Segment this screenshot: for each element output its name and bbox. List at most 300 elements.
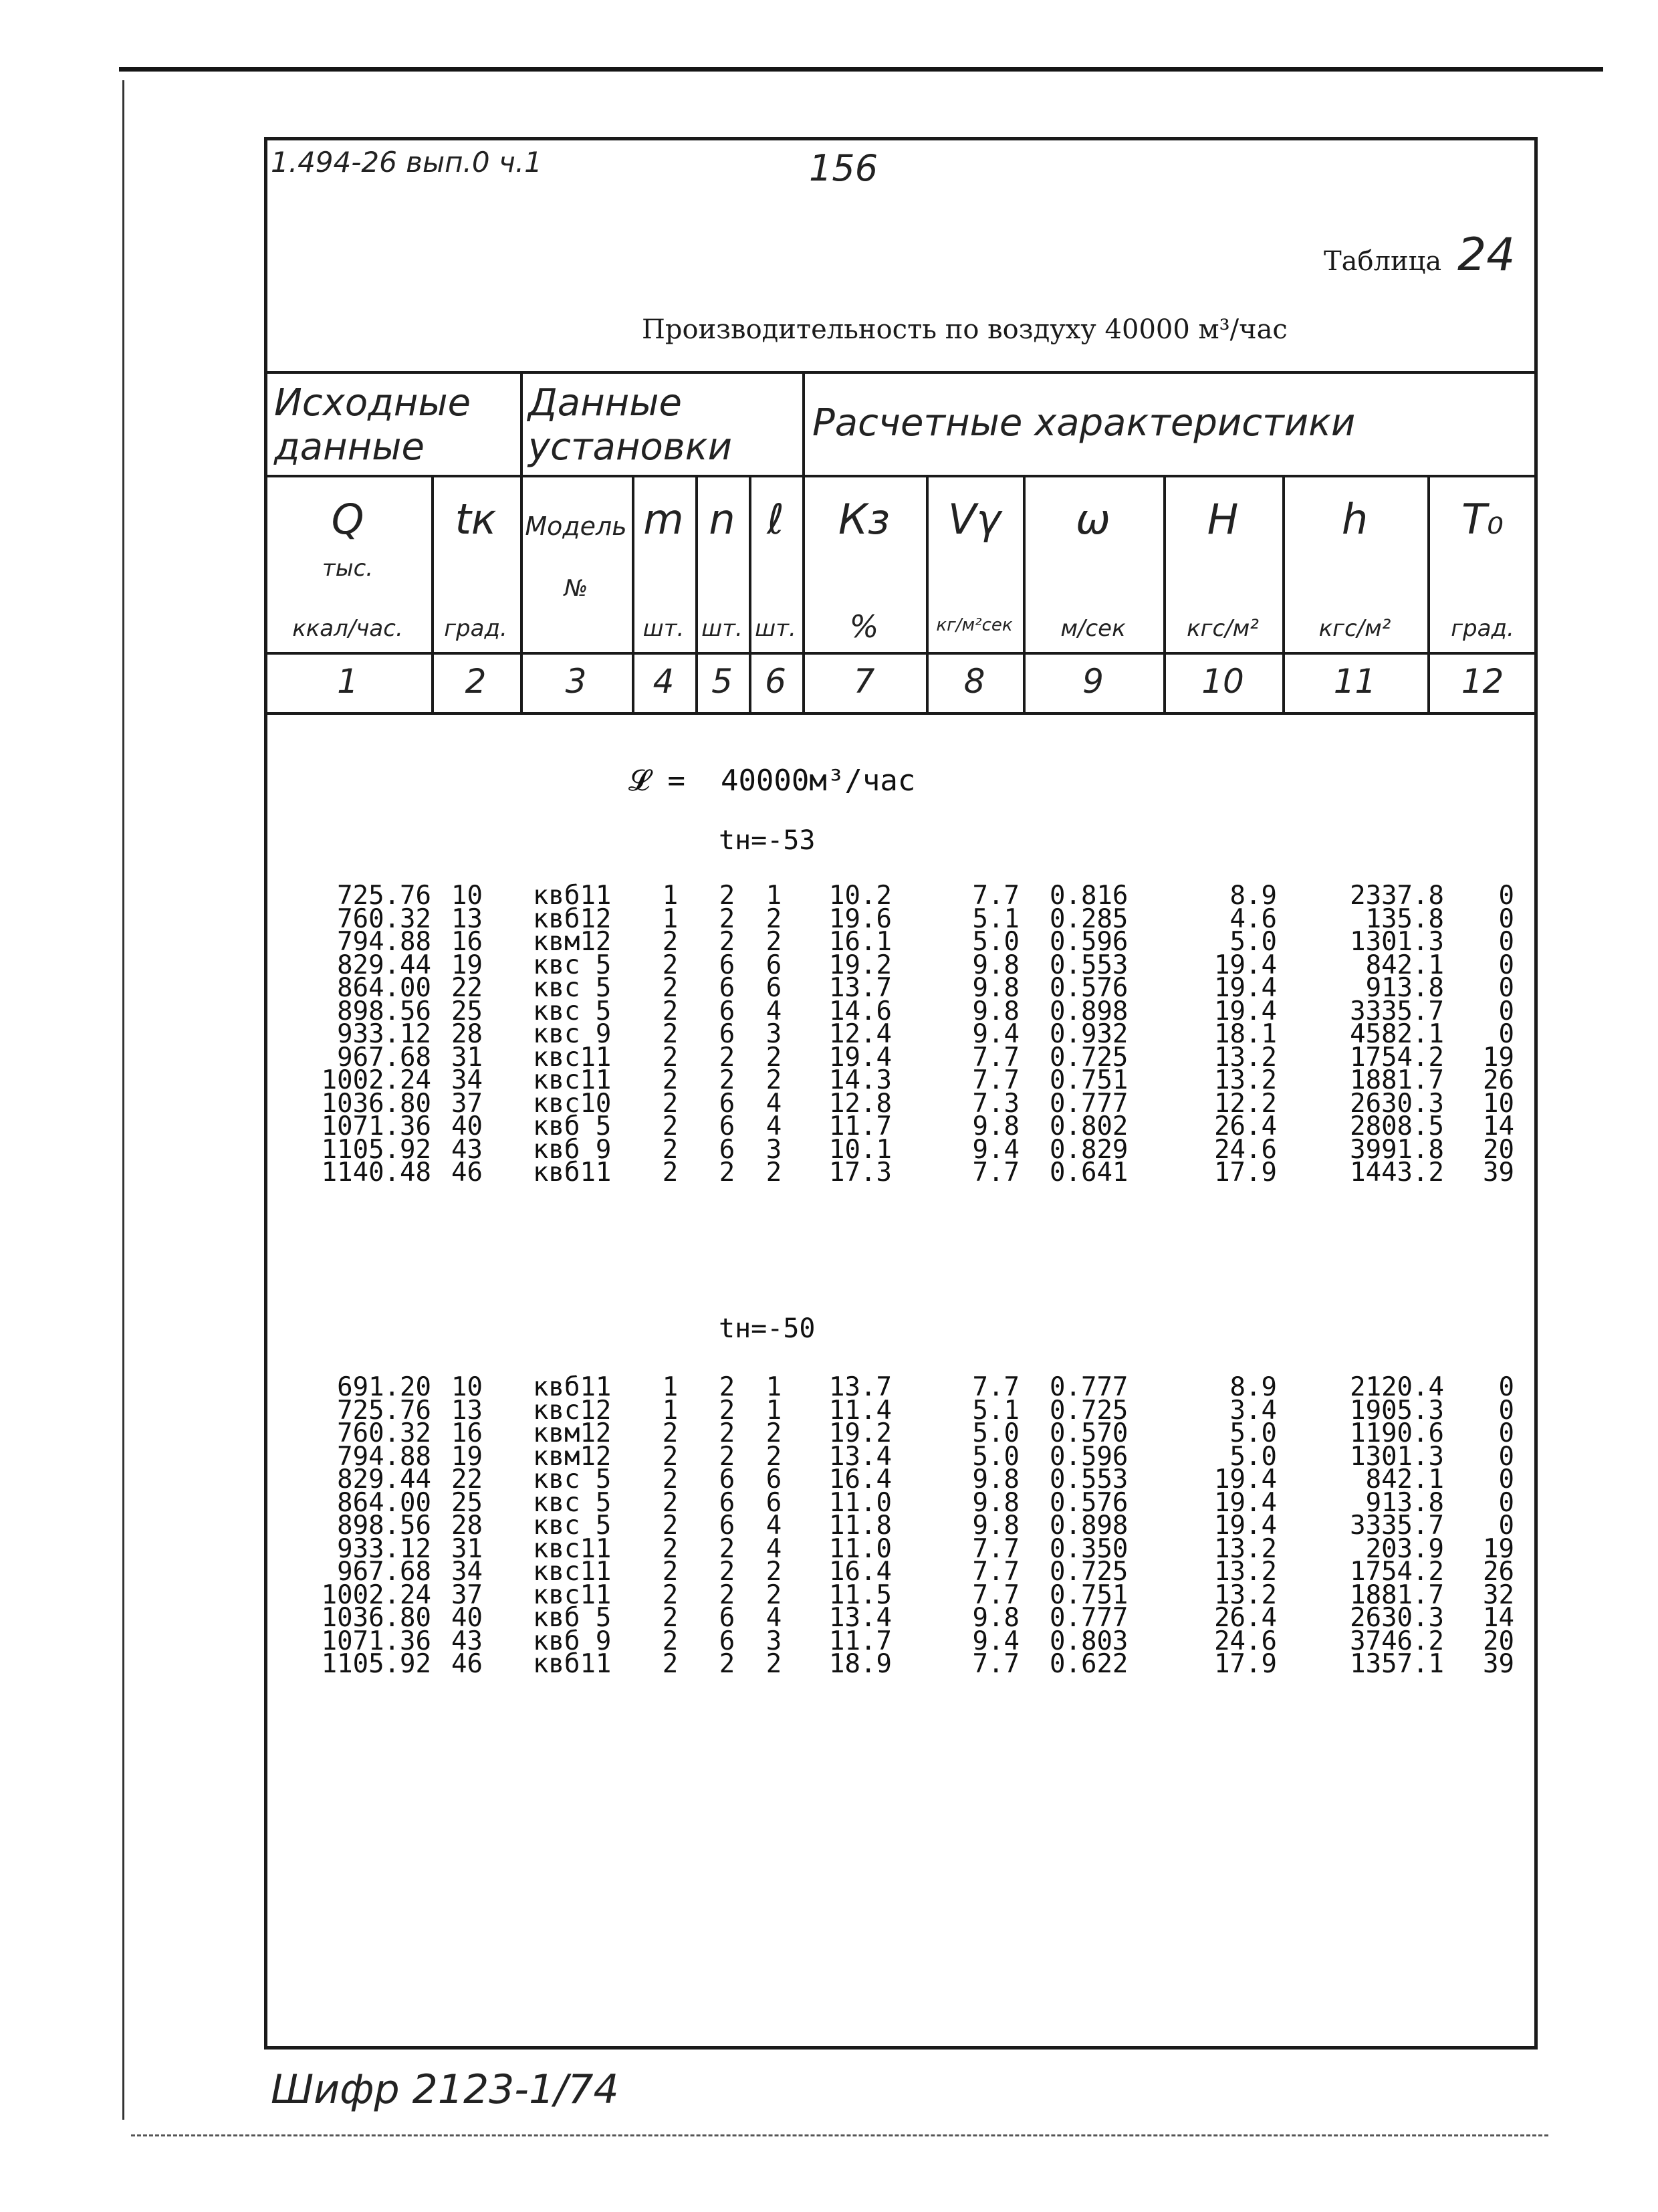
table-cell: 0	[1498, 1464, 1514, 1495]
table-cell: 1	[662, 881, 679, 911]
table-cell: 1905.3	[1350, 1395, 1444, 1426]
table-cell: 2	[765, 1157, 782, 1188]
table-cell: 11.4	[829, 1395, 892, 1426]
table-cell: 5.0	[972, 1441, 1020, 1472]
table-cell: 0	[1498, 1395, 1514, 1426]
col-1-unit: ккал/час.	[292, 615, 403, 642]
col-11-unit: кгс/м²	[1318, 615, 1391, 642]
table-cell: 1105.92	[321, 1649, 431, 1679]
table-cell: 2	[662, 1042, 679, 1073]
table-cell: 11.7	[829, 1626, 892, 1656]
table-cell: 6	[765, 1464, 782, 1495]
table-cell: квс11	[533, 1042, 612, 1073]
table-cell: 16.4	[829, 1557, 892, 1587]
table-cell: 2	[765, 1042, 782, 1073]
table-cell: 0	[1498, 881, 1514, 911]
table-cell: 43	[451, 1134, 483, 1165]
table-cell: 9.4	[972, 1019, 1020, 1049]
table-cell: 6	[719, 1134, 735, 1165]
table-cell: 4	[765, 1533, 782, 1564]
table-cell: 14	[1483, 1603, 1514, 1633]
table-cell: 22	[451, 1464, 483, 1495]
table-cell: 2	[719, 1418, 735, 1448]
table-cell: 20	[1483, 1134, 1514, 1165]
table-cell: 18.1	[1214, 1019, 1277, 1049]
table-cell: 1002.24	[321, 1579, 431, 1610]
table-cell: 0.553	[1050, 950, 1129, 980]
table-cell: 4	[765, 1511, 782, 1541]
table-cell: 2630.3	[1350, 1603, 1444, 1633]
table-cell: 725.76	[337, 1395, 431, 1426]
table-cell: 0	[1498, 1418, 1514, 1448]
table-cell: 1443.2	[1350, 1157, 1444, 1188]
col-6-unit: шт.	[755, 615, 796, 642]
col-12-symbol: Т₀	[1461, 495, 1504, 544]
table-cell: 2	[662, 1626, 679, 1656]
col-4-index: 4	[653, 662, 675, 701]
table-cell: 6	[719, 1603, 735, 1633]
table-cell: 2	[765, 1418, 782, 1448]
table-cell: 16	[451, 927, 483, 957]
table-cell: 760.32	[337, 903, 431, 934]
table-cell: 46	[451, 1649, 483, 1679]
table-label: Таблица	[1324, 246, 1442, 277]
table-cell: 933.12	[337, 1533, 431, 1564]
table-cell: 10	[451, 881, 483, 911]
table-cell: квм12	[533, 1418, 612, 1448]
table-cell: 794.88	[337, 1441, 431, 1472]
table-cell: 17.3	[829, 1157, 892, 1188]
table-cell: 13.4	[829, 1603, 892, 1633]
table-cell: квб 5	[533, 1603, 612, 1633]
table-cell: 1301.3	[1350, 1441, 1444, 1472]
table-cell: 933.12	[337, 1019, 431, 1049]
table-cell: 2	[719, 1065, 735, 1095]
table-cell: 1301.3	[1350, 927, 1444, 957]
table-cell: 898.56	[337, 996, 431, 1026]
table-cell: 9.8	[972, 996, 1020, 1026]
table-cell: 2	[662, 1533, 679, 1564]
table-cell: 13.2	[1214, 1557, 1277, 1587]
col-7-unit: %	[849, 609, 879, 645]
table-cell: 19.4	[1214, 1511, 1277, 1541]
table-cell: 0.576	[1050, 973, 1129, 1003]
table-cell: 913.8	[1365, 1487, 1444, 1518]
table-cell: 2	[662, 1157, 679, 1188]
table-cell: 2	[662, 973, 679, 1003]
table-cell: 967.68	[337, 1042, 431, 1073]
table-cell: квс 5	[533, 1464, 612, 1495]
table-cell: 864.00	[337, 973, 431, 1003]
table-cell: квс 5	[533, 973, 612, 1003]
table-cell: квс 9	[533, 1019, 612, 1049]
table-cell: 2	[765, 903, 782, 934]
table-cell: квб 9	[533, 1626, 612, 1656]
table-cell: 1	[662, 1395, 679, 1426]
table-cell: 0	[1498, 1441, 1514, 1472]
document-reference: 1.494-26 вып.0 ч.1	[271, 146, 542, 179]
table-cell: 9.4	[972, 1134, 1020, 1165]
column-headers	[264, 475, 1538, 712]
table-cell: 0.596	[1050, 927, 1129, 957]
table-cell: 2	[662, 927, 679, 957]
table-cell: 26.4	[1214, 1111, 1277, 1141]
table-cell: 2	[719, 881, 735, 911]
table-cell: 203.9	[1365, 1533, 1444, 1564]
table-cell: 14.6	[829, 996, 892, 1026]
table-cell: 9.8	[972, 1111, 1020, 1141]
table-cell: 16.1	[829, 927, 892, 957]
table-cell: 24.6	[1214, 1626, 1277, 1656]
table-cell: 0	[1498, 973, 1514, 1003]
table-cell: 2	[662, 1065, 679, 1095]
table-cell: 0	[1498, 996, 1514, 1026]
col-9-index: 9	[1082, 662, 1104, 701]
table-cell: 12.2	[1214, 1088, 1277, 1119]
col-8-index: 8	[963, 662, 985, 701]
table-cell: 0.802	[1050, 1111, 1129, 1141]
table-cell: квс 5	[533, 1487, 612, 1518]
table-cell: 1036.80	[321, 1603, 431, 1633]
col-4-unit: шт.	[642, 615, 685, 642]
bottom-rule	[131, 2134, 1548, 2138]
col-3-sub: №	[564, 575, 588, 602]
table-cell: 13	[451, 1395, 483, 1426]
table-cell: 11.0	[829, 1487, 892, 1518]
table-cell: 864.00	[337, 1487, 431, 1518]
table-cell: 0	[1498, 1487, 1514, 1518]
col-9-unit: м/сек	[1060, 615, 1126, 642]
col-2-unit: град.	[444, 615, 507, 642]
table-cell: квс11	[533, 1557, 612, 1587]
table-cell: 2	[662, 1441, 679, 1472]
table-cell: квс11	[533, 1579, 612, 1610]
table-cell: 6	[719, 950, 735, 980]
table-cell: 794.88	[337, 927, 431, 957]
table-cell: 2	[719, 1395, 735, 1426]
table-cell: 6	[719, 1626, 735, 1656]
table-cell: 6	[765, 1487, 782, 1518]
table-cell: квб11	[533, 1157, 612, 1188]
table-cell: 913.8	[1365, 973, 1444, 1003]
table-cell: 2	[765, 1649, 782, 1679]
table-cell: 13.2	[1214, 1533, 1277, 1564]
table-cell: квс11	[533, 1065, 612, 1095]
col-6-symbol: ℓ	[767, 495, 784, 544]
col-1-index: 1	[337, 662, 358, 701]
table-cell: 8.9	[1229, 1372, 1277, 1402]
table-cell: 10	[1483, 1088, 1514, 1119]
table-cell: 6	[765, 950, 782, 980]
table-cell: 4582.1	[1350, 1019, 1444, 1049]
table-cell: 1	[765, 1372, 782, 1402]
col-3-symbol: Модель	[525, 512, 627, 541]
table-cell: 4	[765, 1088, 782, 1119]
table-cell: 0.725	[1050, 1042, 1129, 1073]
table-cell: 9.8	[972, 950, 1020, 980]
table-cell: квб 5	[533, 1111, 612, 1141]
table-cell: 4.6	[1229, 903, 1277, 934]
table-cell: 0.777	[1050, 1603, 1129, 1633]
table-cell: 2808.5	[1350, 1111, 1444, 1141]
table-cell: 9.8	[972, 1511, 1020, 1541]
table-cell: 1036.80	[321, 1088, 431, 1119]
col-1-symbol: Q	[331, 495, 364, 544]
table-cell: 1190.6	[1350, 1418, 1444, 1448]
section-label: tн=-50	[719, 1313, 816, 1344]
table-cell: 2	[719, 1441, 735, 1472]
table-cell: квб11	[533, 881, 612, 911]
table-cell: 40	[451, 1603, 483, 1633]
table-cell: 1	[765, 1395, 782, 1426]
table-cell: 7.7	[972, 1579, 1020, 1610]
table-cell: 24.6	[1214, 1134, 1277, 1165]
table-cell: 2	[662, 1579, 679, 1610]
table-cell: 5.0	[1229, 1418, 1277, 1448]
table-cell: 19.6	[829, 903, 892, 934]
table-cell: 2	[662, 950, 679, 980]
table-cell: 5.1	[972, 903, 1020, 934]
table-cell: 2	[719, 927, 735, 957]
table-cell: 9.4	[972, 1626, 1020, 1656]
table-cell: 0.816	[1050, 881, 1129, 911]
table-cell: 43	[451, 1626, 483, 1656]
table-cell: 5.1	[972, 1395, 1020, 1426]
table-cell: квс10	[533, 1088, 612, 1119]
table-cell: 6	[719, 1019, 735, 1049]
table-cell: квс12	[533, 1395, 612, 1426]
table-cell: 2	[719, 1579, 735, 1610]
table-cell: 26	[1483, 1557, 1514, 1587]
table-cell: 34	[451, 1557, 483, 1587]
table-cell: 1881.7	[1350, 1065, 1444, 1095]
table-cell: 1105.92	[321, 1134, 431, 1165]
top-rule	[119, 67, 1603, 72]
table-cell: 7.7	[972, 1649, 1020, 1679]
col-5-unit: шт.	[701, 615, 743, 642]
table-cell: 0	[1498, 1511, 1514, 1541]
col-7-symbol: Кз	[838, 495, 890, 544]
table-cell: 13.7	[829, 973, 892, 1003]
table-cell: 0.751	[1050, 1065, 1129, 1095]
table-cell: 19.2	[829, 950, 892, 980]
table-cell: 7.7	[972, 1557, 1020, 1587]
col-2-symbol: tк	[455, 495, 497, 544]
table-cell: 4	[765, 1111, 782, 1141]
table-cell: 1754.2	[1350, 1042, 1444, 1073]
table-cell: 0	[1498, 950, 1514, 980]
table-cell: 1357.1	[1350, 1649, 1444, 1679]
table-cell: 6	[719, 1464, 735, 1495]
table-cell: 17.9	[1214, 1157, 1277, 1188]
table-cell: 14.3	[829, 1065, 892, 1095]
table-cell: 0.777	[1050, 1088, 1129, 1119]
table-cell: 1	[662, 903, 679, 934]
table-cell: 0.725	[1050, 1395, 1129, 1426]
table-cell: 17.9	[1214, 1649, 1277, 1679]
table-cell: 25	[451, 996, 483, 1026]
table-number: 24	[1457, 229, 1516, 282]
table-cell: 10	[451, 1372, 483, 1402]
table-cell: 829.44	[337, 950, 431, 980]
table-cell: 37	[451, 1579, 483, 1610]
table-cell: 2	[662, 1603, 679, 1633]
table-cell: 0.898	[1050, 1511, 1129, 1541]
table-cell: 0.285	[1050, 903, 1129, 934]
table-cell: 28	[451, 1019, 483, 1049]
table-cell: 1754.2	[1350, 1557, 1444, 1587]
table-cell: 7.7	[972, 1372, 1020, 1402]
table-cell: 2	[662, 1019, 679, 1049]
table-cell: 9.8	[972, 973, 1020, 1003]
table-cell: 19.4	[1214, 1487, 1277, 1518]
table-cell: 0.829	[1050, 1134, 1129, 1165]
table-cell: 3	[765, 1134, 782, 1165]
table-cell: 12.8	[829, 1088, 892, 1119]
table-cell: 39	[1483, 1157, 1514, 1188]
col-8-unit: кг/м²сек	[936, 615, 1013, 635]
table-cell: 0.350	[1050, 1533, 1129, 1564]
table-cell: 6	[719, 1487, 735, 1518]
table-cell: 13.4	[829, 1441, 892, 1472]
table-cell: 1140.48	[321, 1157, 431, 1188]
table-cell: 19.4	[1214, 950, 1277, 980]
table-cell: 20	[1483, 1626, 1514, 1656]
table-cell: 0.751	[1050, 1579, 1129, 1610]
table-caption: Производительность по воздуху 40000 м³/час	[642, 314, 1288, 345]
table-cell: 19.4	[1214, 1464, 1277, 1495]
table-cell: 19	[1483, 1042, 1514, 1073]
table-cell: 7.7	[972, 1533, 1020, 1564]
table-cell: 31	[451, 1042, 483, 1073]
table-cell: 2	[662, 1649, 679, 1679]
table-cell: 0	[1498, 1019, 1514, 1049]
table-cell: 2	[662, 1134, 679, 1165]
table-cell: 25	[451, 1487, 483, 1518]
table-cell: 3	[765, 1626, 782, 1656]
table-cell: 5.0	[972, 1418, 1020, 1448]
table-cell: квс 5	[533, 996, 612, 1026]
table-cell: 26	[1483, 1065, 1514, 1095]
table-cell: 9.8	[972, 1603, 1020, 1633]
page-number: 156	[809, 147, 878, 189]
table-cell: 0.596	[1050, 1441, 1129, 1472]
table-cell: 2	[765, 1579, 782, 1610]
table-cell: 2120.4	[1350, 1372, 1444, 1402]
table-cell: 7.7	[972, 881, 1020, 911]
table-cell: 16	[451, 1418, 483, 1448]
table-cell: квб11	[533, 1372, 612, 1402]
table-cell: 3335.7	[1350, 1511, 1444, 1541]
table-cell: 0	[1498, 903, 1514, 934]
table-cell: 898.56	[337, 1511, 431, 1541]
table-cell: 0.725	[1050, 1557, 1129, 1587]
table-cell: 1881.7	[1350, 1579, 1444, 1610]
table-cell: 6	[719, 1511, 735, 1541]
table-cell: 39	[1483, 1649, 1514, 1679]
table-cell: 19.4	[1214, 996, 1277, 1026]
table-cell: 0.553	[1050, 1464, 1129, 1495]
table-cell: 19	[1483, 1533, 1514, 1564]
table-cell: 5.0	[1229, 927, 1277, 957]
table-cell: 2	[765, 1557, 782, 1587]
table-row	[264, 1157, 1538, 1188]
table-cell: 9.8	[972, 1487, 1020, 1518]
table-cell: 3	[765, 1019, 782, 1049]
table-cell: 2	[662, 1557, 679, 1587]
table-cell: 2630.3	[1350, 1088, 1444, 1119]
table-cell: 5.0	[1229, 1441, 1277, 1472]
table-cell: 6	[719, 996, 735, 1026]
table-cell: 2	[719, 1557, 735, 1587]
table-cell: 13.2	[1214, 1065, 1277, 1095]
table-cell: 6	[719, 1088, 735, 1119]
table-cell: 0.777	[1050, 1372, 1129, 1402]
table-cell: 2	[719, 1649, 735, 1679]
col-2-index: 2	[465, 662, 487, 701]
table-cell: 11.5	[829, 1579, 892, 1610]
table-cell: 1	[765, 881, 782, 911]
table-cell: 37	[451, 1088, 483, 1119]
table-cell: 19.2	[829, 1418, 892, 1448]
table-cell: 3991.8	[1350, 1134, 1444, 1165]
col-12-unit: град.	[1451, 615, 1514, 642]
table-cell: 6	[719, 1111, 735, 1141]
col-10-index: 10	[1201, 662, 1244, 701]
table-cell: 7.3	[972, 1088, 1020, 1119]
table-cell: 34	[451, 1065, 483, 1095]
group-calculated: Расчетные характеристики	[812, 401, 1356, 445]
table-cell: 967.68	[337, 1557, 431, 1587]
table-cell: 3.4	[1229, 1395, 1277, 1426]
col-10-unit: кгс/м²	[1187, 615, 1259, 642]
table-cell: 842.1	[1365, 1464, 1444, 1495]
table-cell: 0.932	[1050, 1019, 1129, 1049]
header-top-line	[264, 371, 1538, 374]
table-cell: 10.2	[829, 881, 892, 911]
table-cell: 19.4	[829, 1042, 892, 1073]
table-cell: 0	[1498, 927, 1514, 957]
table-cell: 6	[765, 973, 782, 1003]
table-cell: 2	[719, 903, 735, 934]
table-cell: 0.570	[1050, 1418, 1129, 1448]
table-cell: 1002.24	[321, 1065, 431, 1095]
table-cell: квс 5	[533, 1511, 612, 1541]
table-cell: 7.7	[972, 1042, 1020, 1073]
table-cell: 22	[451, 973, 483, 1003]
table-cell: 13.2	[1214, 1042, 1277, 1073]
table-cell: 6	[719, 973, 735, 1003]
table-cell: 2	[765, 1065, 782, 1095]
table-cell: 4	[765, 1603, 782, 1633]
col-11-index: 11	[1333, 662, 1377, 701]
table-cell: 2	[662, 1088, 679, 1119]
col-8-symbol: Vγ	[947, 495, 1001, 544]
table-cell: квб 9	[533, 1134, 612, 1165]
table-cell: квм12	[533, 927, 612, 957]
table-cell: 0.641	[1050, 1157, 1129, 1188]
table-cell: 2337.8	[1350, 881, 1444, 911]
table-cell: 13.7	[829, 1372, 892, 1402]
table-cell: 1	[662, 1372, 679, 1402]
table-cell: 13.2	[1214, 1579, 1277, 1610]
table-cell: 0.576	[1050, 1487, 1129, 1518]
col-1-sub: тыс.	[322, 555, 374, 582]
table-cell: 7.7	[972, 1157, 1020, 1188]
table-cell: 2	[765, 1441, 782, 1472]
table-cell: 2	[719, 1157, 735, 1188]
table-cell: 2	[719, 1372, 735, 1402]
